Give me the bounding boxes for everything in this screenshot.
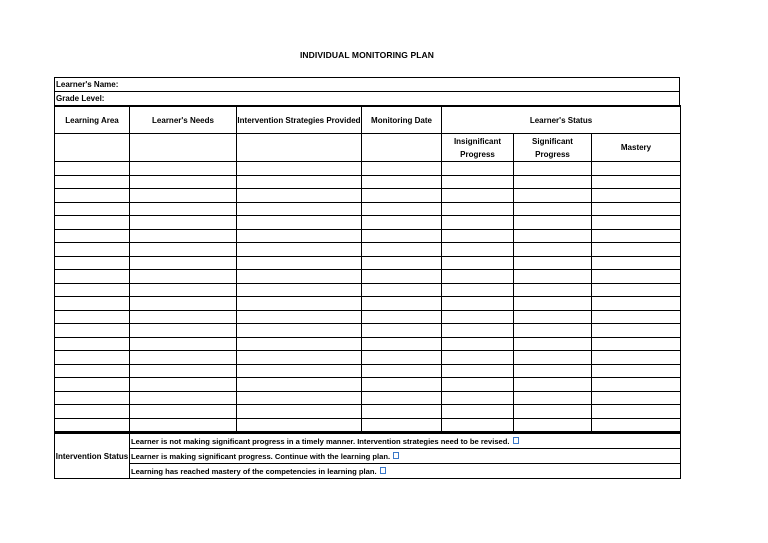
table-cell[interactable] — [442, 351, 514, 365]
table-cell[interactable] — [514, 351, 592, 365]
table-cell[interactable] — [442, 297, 514, 311]
table-cell[interactable] — [362, 405, 442, 419]
table-cell[interactable] — [592, 162, 681, 176]
table-cell[interactable] — [55, 202, 130, 216]
table-cell[interactable] — [130, 337, 237, 351]
header-insignificant-progress: Insignificant Progress — [442, 134, 514, 162]
table-cell[interactable] — [237, 297, 362, 311]
table-row — [55, 270, 681, 284]
table-cell[interactable] — [362, 297, 442, 311]
table-cell[interactable] — [362, 134, 442, 162]
status-row — [55, 464, 681, 479]
table-cell[interactable] — [442, 270, 514, 284]
table-cell[interactable] — [362, 324, 442, 338]
table-cell[interactable] — [592, 256, 681, 270]
table-cell[interactable] — [130, 418, 237, 432]
table-cell[interactable] — [592, 337, 681, 351]
table-cell[interactable] — [55, 229, 130, 243]
table-cell[interactable] — [362, 351, 442, 365]
table-cell[interactable] — [362, 364, 442, 378]
table-cell[interactable] — [442, 216, 514, 230]
table-cell[interactable] — [55, 134, 130, 162]
table-cell[interactable] — [442, 162, 514, 176]
table-cell[interactable] — [592, 351, 681, 365]
table-row — [55, 297, 681, 311]
table-cell[interactable] — [55, 162, 130, 176]
table-cell[interactable] — [237, 378, 362, 392]
table-cell[interactable] — [237, 351, 362, 365]
table-cell[interactable] — [362, 270, 442, 284]
table-cell[interactable] — [237, 175, 362, 189]
status-option-revise[interactable] — [130, 433, 681, 449]
table-cell[interactable] — [130, 243, 237, 257]
table-cell[interactable] — [237, 229, 362, 243]
table-cell[interactable] — [514, 378, 592, 392]
table-row — [55, 162, 681, 176]
table-cell[interactable] — [592, 310, 681, 324]
table-cell[interactable] — [130, 364, 237, 378]
table-cell[interactable] — [442, 324, 514, 338]
checkbox-icon[interactable] — [380, 467, 386, 474]
header-significant-progress: Significant Progress — [514, 134, 592, 162]
table-cell[interactable] — [130, 202, 237, 216]
table-cell[interactable] — [362, 310, 442, 324]
table-cell[interactable] — [514, 391, 592, 405]
table-cell[interactable] — [130, 175, 237, 189]
table-cell[interactable] — [592, 189, 681, 203]
checkbox-icon[interactable] — [393, 452, 399, 459]
table-cell[interactable] — [514, 162, 592, 176]
header-learners-needs: Learner's Needs — [130, 106, 237, 134]
table-cell[interactable] — [362, 162, 442, 176]
table-cell[interactable] — [592, 297, 681, 311]
table-cell[interactable] — [362, 202, 442, 216]
table-cell[interactable] — [130, 405, 237, 419]
table-cell[interactable] — [442, 243, 514, 257]
table-cell[interactable] — [592, 270, 681, 284]
table-cell[interactable] — [362, 378, 442, 392]
table-cell[interactable] — [592, 243, 681, 257]
table-cell[interactable] — [442, 364, 514, 378]
table-cell[interactable] — [237, 216, 362, 230]
table-cell[interactable] — [130, 216, 237, 230]
table-cell[interactable] — [362, 229, 442, 243]
table-row — [55, 351, 681, 365]
table-cell[interactable] — [237, 337, 362, 351]
table-row — [55, 175, 681, 189]
table-cell[interactable] — [55, 310, 130, 324]
table-cell[interactable] — [592, 175, 681, 189]
table-cell[interactable] — [130, 310, 237, 324]
table-cell[interactable] — [442, 391, 514, 405]
table-cell[interactable] — [237, 202, 362, 216]
status-row — [55, 449, 681, 464]
table-cell[interactable] — [514, 337, 592, 351]
header-intervention-strategies: Intervention Strategies Provided — [237, 106, 362, 134]
table-cell[interactable] — [55, 337, 130, 351]
table-cell[interactable] — [514, 324, 592, 338]
monitoring-sheet — [54, 77, 680, 479]
table-cell[interactable] — [592, 405, 681, 419]
header-monitoring-date: Monitoring Date — [362, 106, 442, 134]
table-cell[interactable] — [55, 243, 130, 257]
table-cell[interactable] — [237, 134, 362, 162]
table-cell[interactable] — [514, 364, 592, 378]
table-cell[interactable] — [362, 337, 442, 351]
table-cell[interactable] — [362, 243, 442, 257]
table-cell[interactable] — [362, 175, 442, 189]
table-row — [55, 256, 681, 270]
table-cell[interactable] — [55, 405, 130, 419]
header-learning-area: Learning Area — [55, 106, 130, 134]
table-cell[interactable] — [592, 324, 681, 338]
table-cell[interactable] — [237, 364, 362, 378]
table-cell[interactable] — [130, 134, 237, 162]
table-cell[interactable] — [237, 405, 362, 419]
table-cell[interactable] — [442, 418, 514, 432]
table-row — [55, 324, 681, 338]
table-cell[interactable] — [442, 175, 514, 189]
table-cell[interactable] — [55, 297, 130, 311]
table-cell[interactable] — [130, 297, 237, 311]
table-cell[interactable] — [442, 189, 514, 203]
table-row — [55, 229, 681, 243]
table-cell[interactable] — [130, 270, 237, 284]
table-cell[interactable] — [130, 324, 237, 338]
table-cell[interactable] — [55, 391, 130, 405]
table-cell[interactable] — [592, 364, 681, 378]
table-cell[interactable] — [442, 283, 514, 297]
table-cell[interactable] — [514, 418, 592, 432]
status-option-mastery[interactable] — [130, 464, 681, 479]
table-cell[interactable] — [237, 283, 362, 297]
table-cell[interactable] — [442, 405, 514, 419]
table-cell[interactable] — [237, 189, 362, 203]
table-row — [55, 418, 681, 432]
table-row — [55, 243, 681, 257]
table-cell[interactable] — [55, 256, 130, 270]
table-cell[interactable] — [237, 310, 362, 324]
table-cell[interactable] — [592, 391, 681, 405]
table-cell[interactable] — [130, 283, 237, 297]
header-mastery: Mastery — [592, 134, 681, 162]
table-cell[interactable] — [237, 324, 362, 338]
table-cell[interactable] — [442, 337, 514, 351]
table-cell[interactable] — [514, 283, 592, 297]
table-cell[interactable] — [592, 229, 681, 243]
table-row — [55, 337, 681, 351]
table-cell[interactable] — [362, 189, 442, 203]
intervention-status-table — [54, 432, 681, 479]
table-cell[interactable] — [237, 243, 362, 257]
table-row — [55, 391, 681, 405]
table-cell[interactable] — [514, 189, 592, 203]
table-cell[interactable] — [55, 216, 130, 230]
status-option-text: Learner is making significant progress. Continue with the learning plan. — [131, 451, 391, 461]
table-cell[interactable] — [514, 229, 592, 243]
table-cell[interactable] — [237, 418, 362, 432]
table-row — [55, 364, 681, 378]
header-learners-status: Learner's Status — [442, 106, 681, 134]
intervention-status-label: Intervention Status — [55, 433, 130, 479]
table-cell[interactable] — [55, 351, 130, 365]
table-cell[interactable] — [55, 270, 130, 284]
table-cell[interactable] — [130, 351, 237, 365]
page-title: INDIVIDUAL MONITORING PLAN — [299, 50, 435, 60]
table-cell[interactable] — [592, 216, 681, 230]
learner-name-row[interactable] — [54, 77, 680, 91]
table-cell[interactable] — [55, 418, 130, 432]
table-cell[interactable] — [514, 202, 592, 216]
table-cell[interactable] — [237, 270, 362, 284]
table-cell[interactable] — [130, 391, 237, 405]
table-cell[interactable] — [130, 229, 237, 243]
status-option-continue[interactable] — [130, 449, 681, 464]
table-row — [55, 202, 681, 216]
table-row — [55, 216, 681, 230]
table-cell[interactable] — [55, 175, 130, 189]
learner-name-label: Learner's Name: — [56, 80, 119, 89]
table-cell[interactable] — [55, 364, 130, 378]
table-cell[interactable] — [237, 391, 362, 405]
table-cell[interactable] — [362, 256, 442, 270]
table-cell[interactable] — [514, 216, 592, 230]
grade-level-label: Grade Level: — [56, 94, 105, 103]
table-cell[interactable] — [130, 162, 237, 176]
table-cell[interactable] — [514, 256, 592, 270]
table-row — [55, 283, 681, 297]
table-cell[interactable] — [237, 256, 362, 270]
table-cell[interactable] — [514, 243, 592, 257]
table-cell[interactable] — [362, 283, 442, 297]
table-cell[interactable] — [514, 310, 592, 324]
table-row — [55, 378, 681, 392]
table-row — [55, 310, 681, 324]
table-cell[interactable] — [237, 162, 362, 176]
table-cell[interactable] — [514, 270, 592, 284]
table-cell[interactable] — [55, 324, 130, 338]
status-row — [55, 433, 681, 449]
table-cell[interactable] — [592, 378, 681, 392]
table-cell[interactable] — [442, 378, 514, 392]
table-cell[interactable] — [514, 297, 592, 311]
table-body — [55, 162, 681, 432]
table-cell[interactable] — [362, 216, 442, 230]
table-cell[interactable] — [362, 391, 442, 405]
table-subheader-row — [55, 134, 681, 162]
table-cell[interactable] — [130, 189, 237, 203]
table-cell[interactable] — [442, 256, 514, 270]
status-option-text: Learner is not making significant progress in a timely manner. Intervention strategies need to be revised. — [131, 436, 510, 446]
table-cell[interactable] — [55, 378, 130, 392]
table-cell[interactable] — [442, 310, 514, 324]
table-cell[interactable] — [55, 283, 130, 297]
table-row — [55, 189, 681, 203]
table-cell[interactable] — [55, 189, 130, 203]
table-cell[interactable] — [130, 378, 237, 392]
table-cell[interactable] — [442, 202, 514, 216]
checkbox-icon[interactable] — [513, 437, 519, 444]
table-cell[interactable] — [442, 229, 514, 243]
table-cell[interactable] — [592, 283, 681, 297]
status-option-text: Learning has reached mastery of the competencies in learning plan. — [131, 466, 377, 476]
monitoring-table — [54, 105, 681, 432]
table-header-row — [55, 106, 681, 134]
table-cell[interactable] — [514, 405, 592, 419]
table-cell[interactable] — [592, 418, 681, 432]
table-row — [55, 405, 681, 419]
table-cell[interactable] — [362, 418, 442, 432]
grade-level-row[interactable] — [54, 91, 680, 105]
table-cell[interactable] — [592, 202, 681, 216]
table-cell[interactable] — [514, 175, 592, 189]
table-cell[interactable] — [130, 256, 237, 270]
